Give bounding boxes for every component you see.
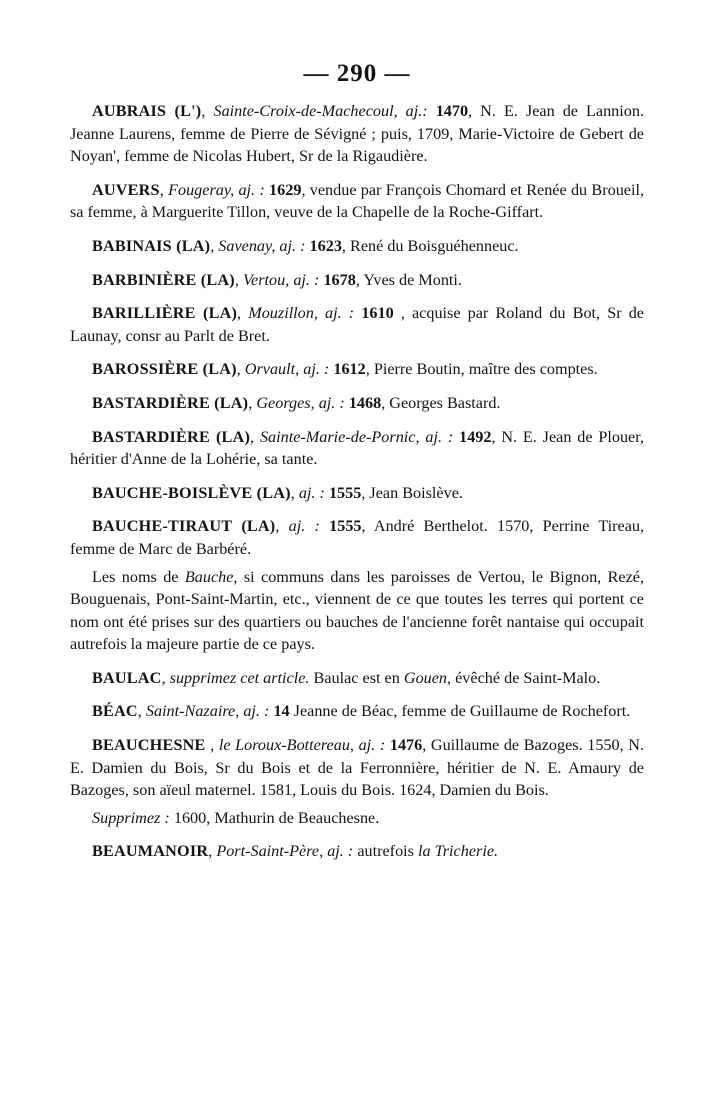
note-text: 1600, Mathurin de Beauchesne. — [169, 808, 380, 827]
entry-headword: AUBRAIS (L') — [92, 102, 202, 120]
entry-year: 1470 — [427, 102, 469, 120]
entry-bauche-boisleve: BAUCHE-BOISLÈVE (LA), aj. : 1555, Jean Boislève. — [92, 483, 463, 502]
entry-text: , vendue par François Chomard et Renée du Broueil, sa femme, à Marguerite Tillon, veuve de la Chapelle de la Roche-Giffart. — [70, 180, 645, 222]
entry-year: 1629 — [264, 180, 302, 199]
note-text: , si communs dans les paroisses de Vertou, le Bignon, Rezé, Bouguenais, Pont-Saint-Martin, etc., viennent de ce que toutes les terres qui portent ce nom ont été prises sur des quartiers ou bauches de l'ancienne forêt nantaise qui occupait autrefois la majeure partie de ce pays. — [70, 567, 644, 654]
note-keyword: Bauche — [184, 567, 234, 586]
entry-headword: BAUCHE-TIRAUT (LA) — [92, 517, 276, 536]
entry-text: , Guillaume de Bazoges. 1550, N. E. Damien du Bois, Sr du Bois et de la Ferronnière, héritier de N. E. Amaury de Bazoges, son aïeul maternel. 1581, Louis du Bois. 1624, Damien du Bois. — [70, 736, 645, 800]
entry-parish: Port-Saint-Père — [216, 842, 320, 861]
entry-year: 1476 — [385, 736, 423, 755]
entry-headword: AUVERS — [92, 180, 160, 199]
entry-bastardiere-pornic: BASTARDIÈRE (LA), Sainte-Marie-de-Pornic, aj. : 1492, N. E. Jean de Plouer, héritier d'Anne de la Lohérie, sa tante. — [70, 427, 645, 469]
entry-year: 1612 — [329, 360, 366, 379]
entry-text: , N. E. Jean de Plouer, héritier d'Anne de la Lohérie, sa tante. — [70, 427, 645, 469]
entry-text: , Yves de Monti. — [355, 270, 462, 289]
entry-parish: Gouen — [403, 668, 448, 687]
entry-text: , Jean Boislève. — [361, 483, 463, 502]
entry-headword: BÉAC — [92, 702, 138, 721]
entry-parish: Sainte-Croix-de-Machecoul — [213, 102, 394, 120]
entry-year: 14 — [269, 702, 290, 721]
entry-headword: BABINAIS (LA) — [92, 236, 211, 255]
entry-year: 1623 — [305, 236, 342, 255]
entry-year: 1610 — [354, 304, 394, 323]
entry-babinais: BABINAIS (LA), Savenay, aj. : 1623, René du Boisguéhenneuc. — [92, 236, 519, 255]
entry-beaumanoir: BEAUMANOIR, Port-Saint-Père, aj. : autrefois la Tricherie. — [92, 842, 499, 861]
entry-parish: Fougeray — [168, 180, 231, 199]
entry-bastardiere-georges: BASTARDIÈRE (LA), Georges, aj. : 1468, Georges Bastard. — [92, 393, 501, 412]
entry-barilliere: BARILLIÈRE (LA), Mouzillon, aj. : 1610 , acquise par Roland du Bot, Sr de Launay, consr au Parlt de Bret. — [70, 304, 644, 345]
entry-beac: BÉAC, Saint-Nazaire, aj. : 14 Jeanne de Béac, femme de Guillaume de Rochefort. — [92, 702, 631, 721]
entry-parish: le Loroux-Bottereau — [218, 736, 350, 755]
entry-parish: Georges — [256, 393, 311, 412]
entry-text: , Georges Bastard. — [381, 393, 501, 412]
entry-headword: BAROSSIÈRE (LA) — [92, 360, 237, 379]
entry-headword: BEAUCHESNE — [92, 736, 206, 755]
note-bauche: Les noms de Bauche, si communs dans les paroisses de Vertou, le Bignon, Rezé, Bouguenais, Pont-Saint-Martin, etc., viennent de ce que toutes les terres qui portent ce nom ont été prises sur des quartiers ou bauches de l'ancienne forêt nantaise qui occupait autrefois la majeure partie de ce pays. — [70, 567, 644, 654]
entry-year: 1678 — [319, 270, 356, 289]
entry-year: 1492 — [453, 427, 492, 446]
entry-year: 1555 — [319, 517, 362, 536]
entry-headword: BARBINIÈRE (LA) — [92, 270, 235, 289]
note-beauchesne — [70, 807, 644, 830]
note-instruction: Supprimez : — [92, 808, 170, 827]
page-number: — 290 — — [303, 60, 411, 87]
entry-text: , Pierre Boutin, maître des comptes. — [365, 360, 598, 379]
entry-parish: Vertou — [242, 270, 286, 289]
entry-headword: BEAUMANOIR — [92, 842, 209, 861]
entry-year: 1555 — [324, 483, 362, 502]
entry-text: , N. E. Jean de Lannion. Jeanne Laurens, femme de Pierre de Sévigné ; puis, 1709, Marie-Victoire de Gebert de Noyan', femme de Nicolas Hubert, Sr de la Rigaudière. — [70, 102, 645, 166]
entry-parish: Orvault — [244, 360, 296, 379]
entry-bauche-tiraut: BAUCHE-TIRAUT (LA), aj. : 1555, André Berthelot. 1570, Perrine Tireau, femme de Marc de Barbéré. — [70, 517, 645, 558]
entry-headword: BAUCHE-BOISLÈVE (LA) — [92, 483, 291, 502]
entry-instruction: supprimez cet article. — [169, 668, 310, 687]
entry-text: , évêché de Saint-Malo. — [447, 668, 601, 687]
entry-parish: Saint-Nazaire — [145, 702, 236, 721]
entry-auvers: AUVERS, Fougeray, aj. : 1629, vendue par François Chomard et Renée du Broueil, sa femme, à Marguerite Tillon, veuve de la Chapelle de la Roche-Giffart. — [70, 180, 645, 222]
entry-text: Jeanne de Béac, femme de Guillaume de Rochefort. — [289, 702, 631, 721]
entry-headword: BASTARDIÈRE (LA) — [92, 427, 251, 446]
entry-parish: Savenay — [218, 236, 272, 255]
entry-barbiniere: BARBINIÈRE (LA), Vertou, aj. : 1678, Yves de Monti. — [92, 270, 462, 289]
entry-beauchesne: BEAUCHESNE , le Loroux-Bottereau, aj. : 1476, Guillaume de Bazoges. 1550, N. E. Damien du Bois, Sr du Bois et de la Ferronnière, héritier de N. E. Amaury de Bazoges, son aïeul maternel. 1581, Louis du Bois. 1624, Damien du Bois. — [70, 736, 645, 800]
book-page — [70, 0, 644, 1100]
entry-text: , André Berthelot. 1570, Perrine Tireau, femme de Marc de Barbéré. — [70, 517, 645, 558]
entry-headword: BARILLIÈRE (LA) — [92, 304, 238, 323]
entry-barossiere: BAROSSIÈRE (LA), Orvault, aj. : 1612, Pierre Boutin, maître des comptes. — [92, 360, 598, 379]
gazetteer-entries — [70, 100, 644, 874]
entry-text: , acquise par Roland du Bot, Sr de Launay, consr au Parlt de Bret. — [70, 304, 644, 345]
entry-text: , René du Boisguéhenneuc. — [341, 236, 519, 255]
entry-headword: BAULAC — [92, 668, 162, 687]
entry-baulac: BAULAC, supprimez cet article. Baulac est en Gouen, évêché de Saint-Malo. — [92, 668, 601, 687]
entry-parish: Mouzillon — [248, 304, 314, 323]
entry-aubrais: AUBRAIS (L'), Sainte-Croix-de-Machecoul, aj.: 1470, N. E. Jean de Lannion. Jeanne Laurens, femme de Pierre de Sévigné ; puis, 1709, Marie-Victoire de Gebert de Noyan', femme de Nicolas Hubert, Sr de la Rigaudière. — [70, 102, 645, 166]
entry-headword: BASTARDIÈRE (LA) — [92, 393, 249, 412]
entry-parish: Sainte-Marie-de-Pornic — [259, 427, 416, 446]
entry-year: 1468 — [344, 393, 382, 412]
entry-former-name: la Tricherie. — [418, 842, 499, 861]
